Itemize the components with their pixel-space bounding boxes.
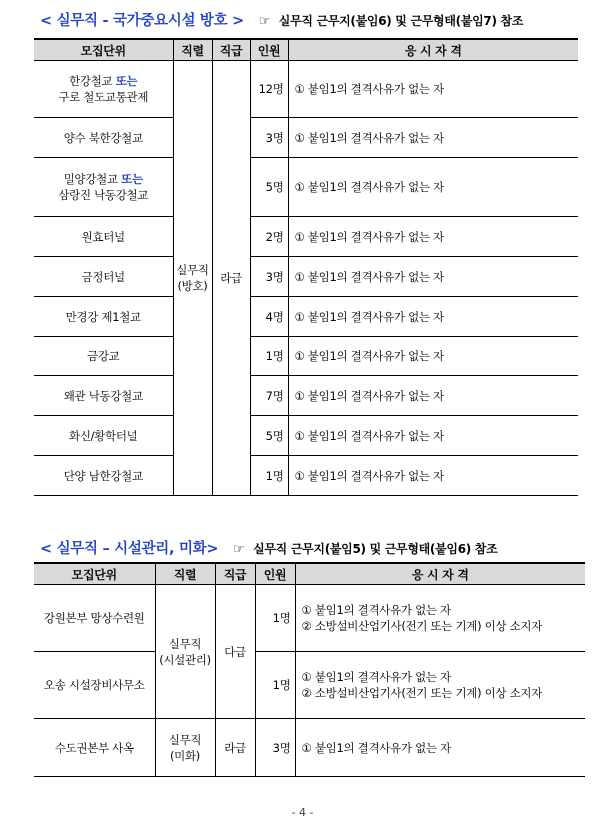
job-grade: 라급	[220, 271, 242, 285]
qualification	[295, 585, 585, 652]
qualification: ① 붙임1의 결격사유가 없는 자	[288, 376, 578, 416]
pointing-hand-icon: ☞	[232, 542, 245, 557]
job-series-cell	[155, 719, 215, 777]
header-unit: 모집단위	[34, 563, 155, 585]
recruit-unit: 양수 북한강철교	[34, 118, 173, 158]
qualification-line: ① 붙임1의 결격사유가 없는 자	[301, 740, 451, 755]
recruit-unit: 수도권본부 사옥	[34, 719, 155, 777]
header-count: 인원	[250, 39, 288, 61]
header-count: 인원	[255, 563, 295, 585]
section1-title-bar	[40, 9, 523, 30]
section2-title: < 실무직 – 시설관리, 미화>	[40, 541, 219, 557]
grade-cell	[215, 585, 255, 719]
headcount: 3명	[250, 118, 288, 158]
recruit-unit: 오송 시설장비사무소	[34, 652, 155, 719]
recruit-unit: 원효터널	[34, 217, 173, 257]
qualification-line: ② 소방설비산업기사(전기 또는 기계) 이상 소지자	[301, 686, 543, 700]
page-number: - 4 -	[291, 806, 314, 819]
table-row	[34, 118, 578, 158]
headcount: 4명	[250, 297, 288, 337]
header-qualification: 응 시 자 격	[295, 563, 585, 585]
table-row	[34, 719, 585, 777]
recruit-unit: 단양 남한강철교	[34, 456, 173, 496]
headcount: 7명	[250, 376, 288, 416]
header-qualification: 응 시 자 격	[288, 39, 578, 61]
table-row	[34, 456, 578, 496]
pointing-hand-icon: ☞	[258, 14, 271, 29]
table-row	[34, 416, 578, 456]
headcount: 1명	[255, 585, 295, 652]
table-header-row	[34, 563, 585, 585]
job-series: 실무직 (방호)	[176, 263, 209, 293]
headcount: 3명	[255, 719, 295, 777]
headcount: 5명	[250, 158, 288, 217]
qualification: ① 붙임1의 결격사유가 없는 자	[288, 456, 578, 496]
header-grade: 직급	[212, 39, 250, 61]
table-row	[34, 652, 585, 719]
recruit-unit: 왜관 낙동강철교	[34, 376, 173, 416]
qualification: ① 붙임1의 결격사유가 없는 자	[288, 416, 578, 456]
job-series: 실무직 (시설관리)	[159, 636, 211, 667]
table-row	[34, 585, 585, 652]
recruit-unit: 금정터널	[34, 257, 173, 297]
job-grade: 라급	[215, 719, 255, 777]
job-series: 실무직 (미화)	[168, 732, 202, 763]
recruit-unit: 만경강 제1철교	[34, 297, 173, 337]
qualification-line: ① 붙임1의 결격사유가 없는 자	[301, 603, 451, 617]
qualification	[295, 652, 585, 719]
table-row	[34, 297, 578, 337]
table-facility	[34, 562, 585, 777]
headcount: 1명	[255, 652, 295, 719]
recruit-unit	[34, 158, 173, 217]
headcount: 2명	[250, 217, 288, 257]
headcount: 12명	[250, 61, 288, 118]
table-row	[34, 217, 578, 257]
table-row	[34, 158, 578, 217]
header-job: 직렬	[173, 39, 212, 61]
recruit-unit: 강원본부 망상수련원	[34, 585, 155, 652]
job-series-cell	[155, 585, 215, 719]
unit-or: 또는	[115, 74, 138, 88]
table-row	[34, 257, 578, 297]
unit-line: 삼랑진 낙동강철교	[58, 188, 149, 202]
job-series-cell	[173, 61, 212, 496]
unit-or: 또는	[121, 172, 143, 186]
qualification: ① 붙임1의 결격사유가 없는 자	[288, 118, 578, 158]
qualification-line: ① 붙임1의 결격사유가 없는 자	[301, 670, 451, 684]
table-row	[34, 61, 578, 118]
header-grade: 직급	[215, 563, 255, 585]
unit-line: 구로 철도교통관제	[58, 90, 149, 104]
headcount: 5명	[250, 416, 288, 456]
qualification: ① 붙임1의 결격사유가 없는 자	[288, 158, 578, 217]
qualification	[295, 719, 585, 777]
headcount: 1명	[250, 456, 288, 496]
headcount: 1명	[250, 337, 288, 376]
section1-title: < 실무직 - 국가중요시설 방호 >	[40, 13, 244, 29]
section2-reference: 실무직 근무지(붙임5) 및 근무형태(붙임6) 참조	[253, 542, 498, 556]
table-row	[34, 337, 578, 376]
section2-title-bar	[40, 537, 497, 558]
unit-line: 한강철교	[69, 74, 113, 88]
table-row	[34, 376, 578, 416]
header-unit: 모집단위	[34, 39, 173, 61]
table-header-row	[34, 39, 578, 61]
grade-cell	[212, 61, 250, 496]
headcount: 3명	[250, 257, 288, 297]
qualification: ① 붙임1의 결격사유가 없는 자	[288, 337, 578, 376]
table-security	[34, 38, 578, 496]
recruit-unit	[34, 61, 173, 118]
header-job: 직렬	[155, 563, 215, 585]
qualification: ① 붙임1의 결격사유가 없는 자	[288, 297, 578, 337]
unit-line: 밀양강철교	[63, 172, 118, 186]
recruit-unit: 화신/황학터널	[34, 416, 173, 456]
qualification: ① 붙임1의 결격사유가 없는 자	[288, 217, 578, 257]
section1-reference: 실무직 근무지(붙임6) 및 근무형태(붙임7) 참조	[278, 14, 524, 28]
job-grade: 다급	[224, 644, 246, 659]
recruit-unit: 금강교	[34, 337, 173, 376]
qualification: ① 붙임1의 결격사유가 없는 자	[288, 257, 578, 297]
qualification: ① 붙임1의 결격사유가 없는 자	[288, 61, 578, 118]
qualification-line: ② 소방설비산업기사(전기 또는 기계) 이상 소지자	[301, 619, 543, 633]
